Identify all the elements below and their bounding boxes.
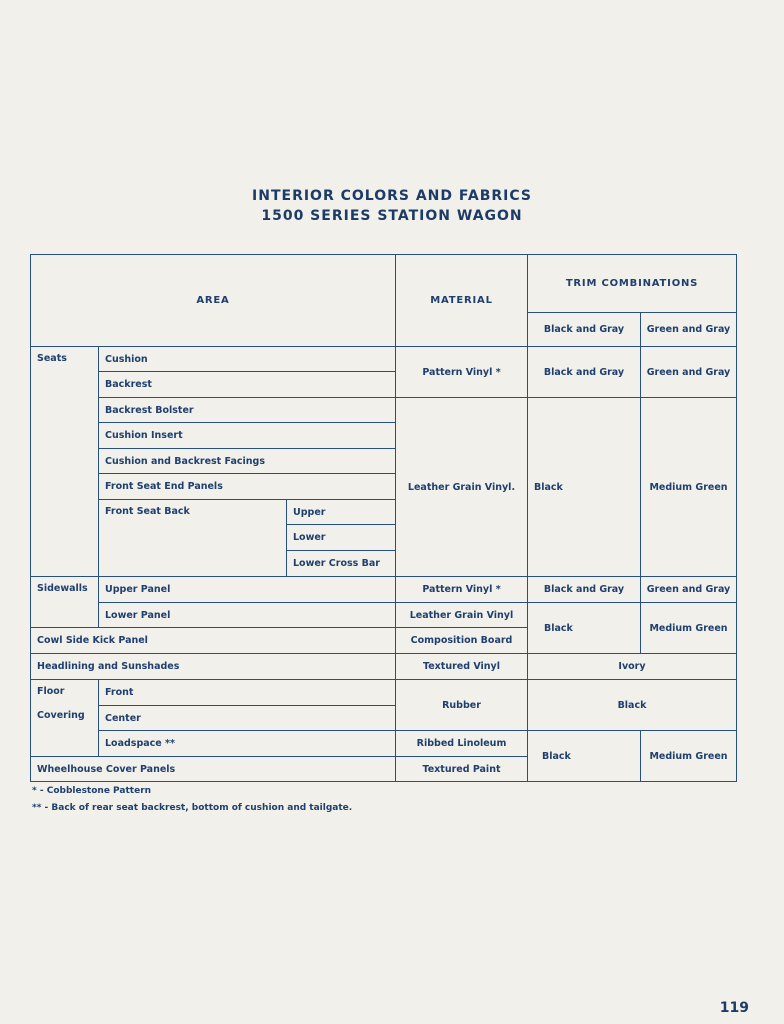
- footnote-1: * - Cobblestone Pattern: [32, 786, 152, 796]
- area-backrest-bolster: Backrest Bolster: [98, 397, 396, 423]
- area-backrest: Backrest: [98, 371, 396, 398]
- area-floor-covering: [30, 679, 99, 757]
- area-covering: Covering: [37, 710, 85, 721]
- header-trim-green-gray: Green and Gray: [640, 312, 737, 347]
- page-title-line2: 1500 SERIES STATION WAGON: [261, 208, 523, 224]
- trim-rubber-black: Black: [527, 679, 737, 731]
- header-trim-black-gray: Black and Gray: [527, 312, 641, 347]
- trim-floor-a: Black: [527, 730, 641, 782]
- page-number: 119: [719, 1000, 749, 1016]
- material-rubber: Rubber: [395, 679, 528, 731]
- area-front: Front: [98, 679, 396, 706]
- material-leather-grain-vinyl: Leather Grain Vinyl.: [395, 397, 528, 577]
- area-cushion-insert: Cushion Insert: [98, 422, 396, 449]
- trim-sidewall-b: Green and Gray: [640, 576, 737, 603]
- area-lower-cross-bar: Lower Cross Bar: [286, 550, 396, 577]
- area-sidewalls: Sidewalls: [30, 576, 99, 628]
- area-upper-panel: Upper Panel: [98, 576, 396, 603]
- area-headlining: Headlining and Sunshades: [30, 653, 396, 680]
- material-ribbed-linoleum: Ribbed Linoleum: [395, 730, 528, 757]
- area-lower: Lower: [286, 524, 396, 551]
- trim-leather-b: Medium Green: [640, 397, 737, 577]
- area-cowl: Cowl Side Kick Panel: [30, 627, 396, 654]
- material-leather-grain-vinyl-2: Leather Grain Vinyl: [395, 602, 528, 628]
- area-center: Center: [98, 705, 396, 731]
- material-textured-paint: Textured Paint: [395, 756, 528, 782]
- area-seats: Seats: [30, 346, 99, 577]
- material-composition-board: Composition Board: [395, 627, 528, 654]
- footnote-2: ** - Back of rear seat backrest, bottom of cushion and tailgate.: [32, 803, 353, 813]
- trim-leather-a: Black: [527, 397, 641, 577]
- material-pattern-vinyl: Pattern Vinyl *: [395, 346, 528, 398]
- material-pattern-vinyl-2: Pattern Vinyl *: [395, 576, 528, 603]
- trim-floor-b: Medium Green: [640, 730, 737, 782]
- area-front-seat-back: Front Seat Back: [98, 499, 287, 577]
- trim-lower-b: Medium Green: [640, 602, 737, 654]
- trim-seat-a: Black and Gray: [527, 346, 641, 398]
- area-wheelhouse: Wheelhouse Cover Panels: [30, 756, 396, 782]
- header-area: AREA: [30, 254, 396, 347]
- area-floor: Floor: [37, 686, 65, 697]
- trim-seat-b: Green and Gray: [640, 346, 737, 398]
- material-textured-vinyl: Textured Vinyl: [395, 653, 528, 680]
- header-trim-combinations: TRIM COMBINATIONS: [527, 254, 737, 313]
- area-end-panels: Front Seat End Panels: [98, 473, 396, 500]
- trim-lower-a: Black: [527, 602, 641, 654]
- header-material: MATERIAL: [395, 254, 528, 347]
- area-loadspace: Loadspace **: [98, 730, 396, 757]
- area-lower-panel: Lower Panel: [98, 602, 396, 628]
- page-title-line1: INTERIOR COLORS AND FABRICS: [252, 188, 532, 204]
- area-cushion: Cushion: [98, 346, 396, 372]
- trim-sidewall-a: Black and Gray: [527, 576, 641, 603]
- trim-ivory: Ivory: [527, 653, 737, 680]
- area-upper: Upper: [286, 499, 396, 525]
- area-facings: Cushion and Backrest Facings: [98, 448, 396, 474]
